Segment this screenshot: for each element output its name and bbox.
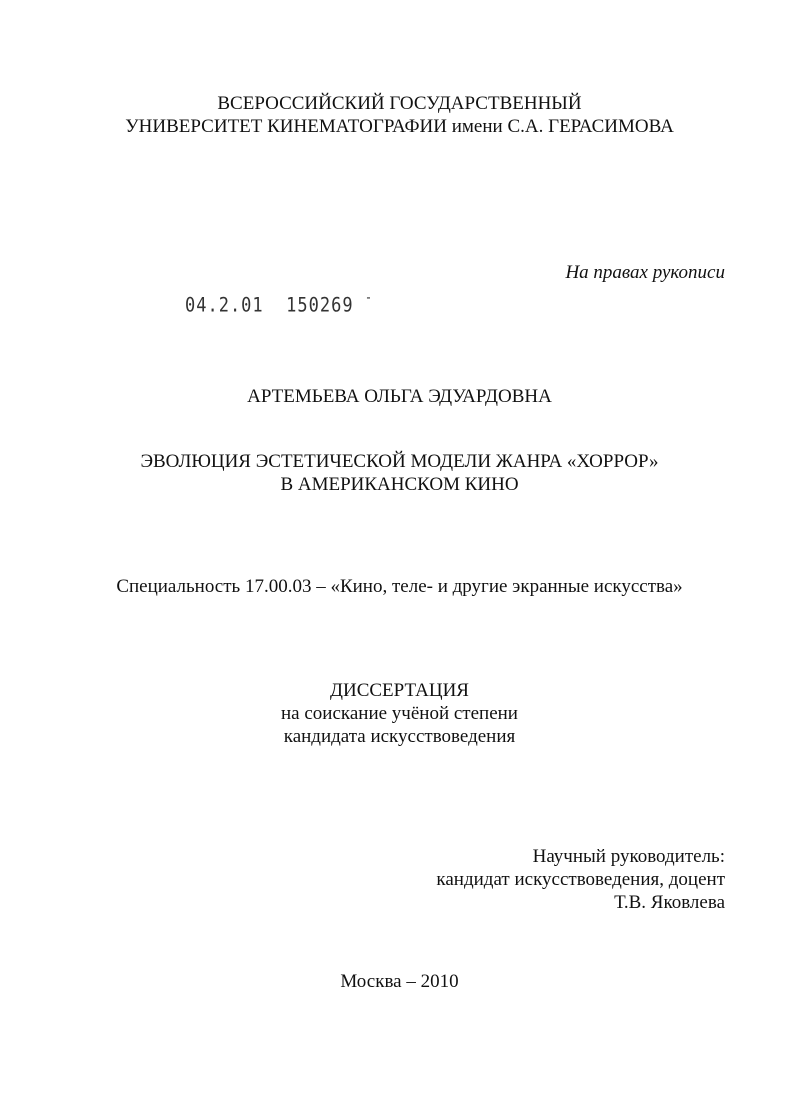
dissertation-heading: ДИССЕРТАЦИЯ bbox=[330, 680, 469, 701]
supervisor-degree: кандидат искусствоведения, доцент bbox=[436, 869, 725, 890]
stamp-code-part-1: 04.2.01 bbox=[185, 294, 264, 317]
place-and-year: Москва – 2010 bbox=[340, 971, 459, 992]
thesis-title-line-2: В АМЕРИКАНСКОМ КИНО bbox=[280, 474, 519, 495]
thesis-title-line-1: ЭВОЛЮЦИЯ ЭСТЕТИЧЕСКОЙ МОДЕЛИ ЖАНРА «ХОРРОР» bbox=[140, 451, 659, 472]
supervisor-name: Т.В. Яковлева bbox=[614, 892, 725, 913]
speciality: Специальность 17.00.03 – «Кино, теле- и другие экранные искусства» bbox=[116, 576, 683, 597]
archive-stamp-number bbox=[185, 289, 374, 318]
supervisor-label: Научный руководитель: bbox=[532, 846, 725, 867]
stamp-code-part-2: 150269 bbox=[286, 294, 354, 317]
university-name-line-1: ВСЕРОССИЙСКИЙ ГОСУДАРСТВЕННЫЙ bbox=[217, 93, 582, 114]
rights-note: На правах рукописи bbox=[565, 262, 725, 283]
university-name-line-2: УНИВЕРСИТЕТ КИНЕМАТОГРАФИИ имени С.А. ГЕРАСИМОВА bbox=[125, 116, 674, 137]
stamp-code-suffix: - bbox=[364, 289, 374, 306]
dissertation-degree-line-2: кандидата искусствоведения bbox=[283, 726, 516, 747]
author-name: АРТЕМЬЕВА ОЛЬГА ЭДУАРДОВНА bbox=[247, 386, 552, 407]
dissertation-degree-line-1: на соискание учёной степени bbox=[281, 703, 518, 724]
